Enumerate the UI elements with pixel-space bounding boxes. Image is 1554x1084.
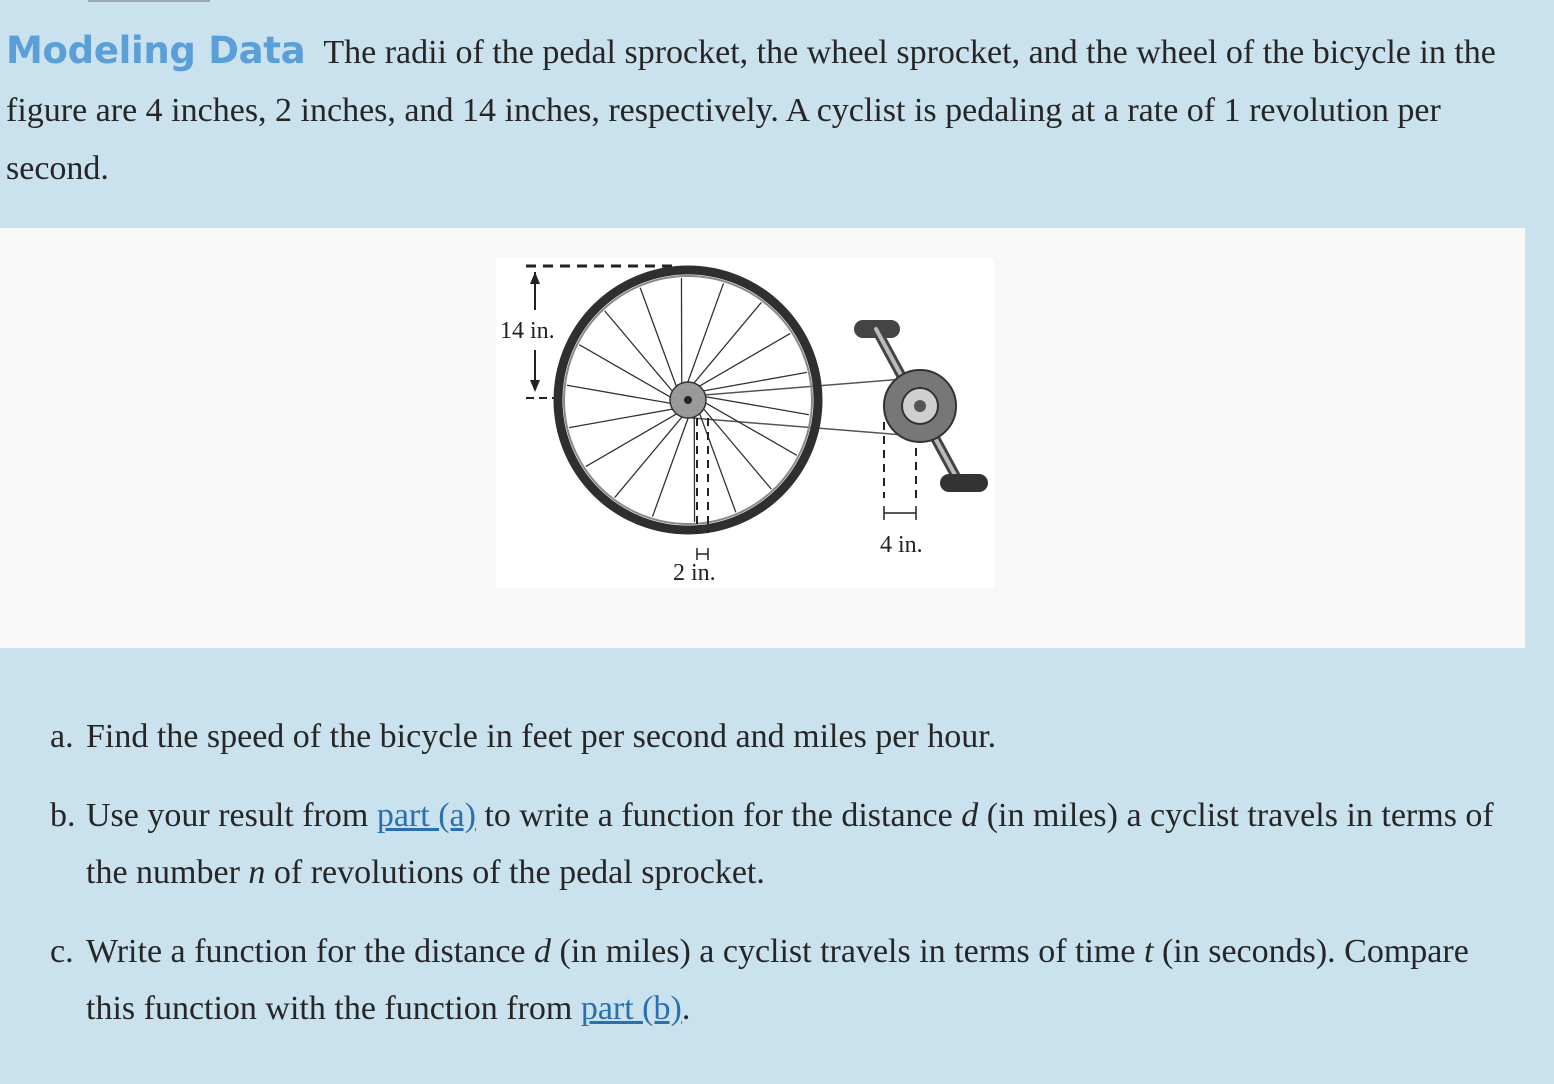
variable-t: t [1143, 933, 1154, 970]
bicycle-figure [496, 258, 994, 588]
label-wheel-radius: 14 in. [500, 318, 555, 344]
bicycle-diagram [496, 258, 994, 588]
question-a-text: Find the speed of the bicycle in feet per second and miles per hour. [86, 718, 997, 755]
question-c-text-1: Write a function for the distance [86, 933, 535, 970]
question-a-label: a. [50, 718, 74, 755]
problem-intro [6, 22, 1536, 198]
question-a [50, 708, 1510, 765]
question-c [50, 923, 1510, 1037]
question-b-text-4: of revolutions of the pedal sprocket. [265, 854, 765, 891]
variable-d: d [534, 933, 552, 970]
figure-panel [0, 228, 1525, 648]
question-c-text-2: (in miles) a cyclist travels in terms of time [551, 933, 1144, 970]
question-c-label: c. [50, 933, 74, 970]
problem-text: The radii of the pedal sprocket, the wheel sprocket, and the wheel of the bicycle in the figure are 4 inches, 2 inches, and 14 inches, respectively. A cyclist is pedaling at a rate of 1 revolution per second. [6, 34, 1496, 187]
link-part-a[interactable]: part (a) [376, 797, 476, 834]
variable-n: n [248, 854, 266, 891]
variable-d: d [961, 797, 979, 834]
question-b [50, 787, 1510, 901]
question-b-label: b. [50, 797, 76, 834]
label-pedal-sprocket: 4 in. [880, 532, 923, 558]
question-c-text-4: . [681, 990, 691, 1027]
question-b-text-2: to write a function for the distance [475, 797, 962, 834]
questions-list [50, 708, 1510, 1059]
link-part-b[interactable]: part (b) [580, 990, 682, 1027]
question-c-text-3: (in seconds). Compare this function with the function from [86, 933, 1469, 1027]
question-b-text-3: (in miles) a cyclist travels in terms of the number [86, 797, 1494, 891]
top-tab-indicator [88, 0, 210, 2]
label-wheel-sprocket: 2 in. [673, 560, 716, 586]
question-b-text-1: Use your result from [86, 797, 377, 834]
problem-heading: Modeling Data [6, 29, 306, 72]
